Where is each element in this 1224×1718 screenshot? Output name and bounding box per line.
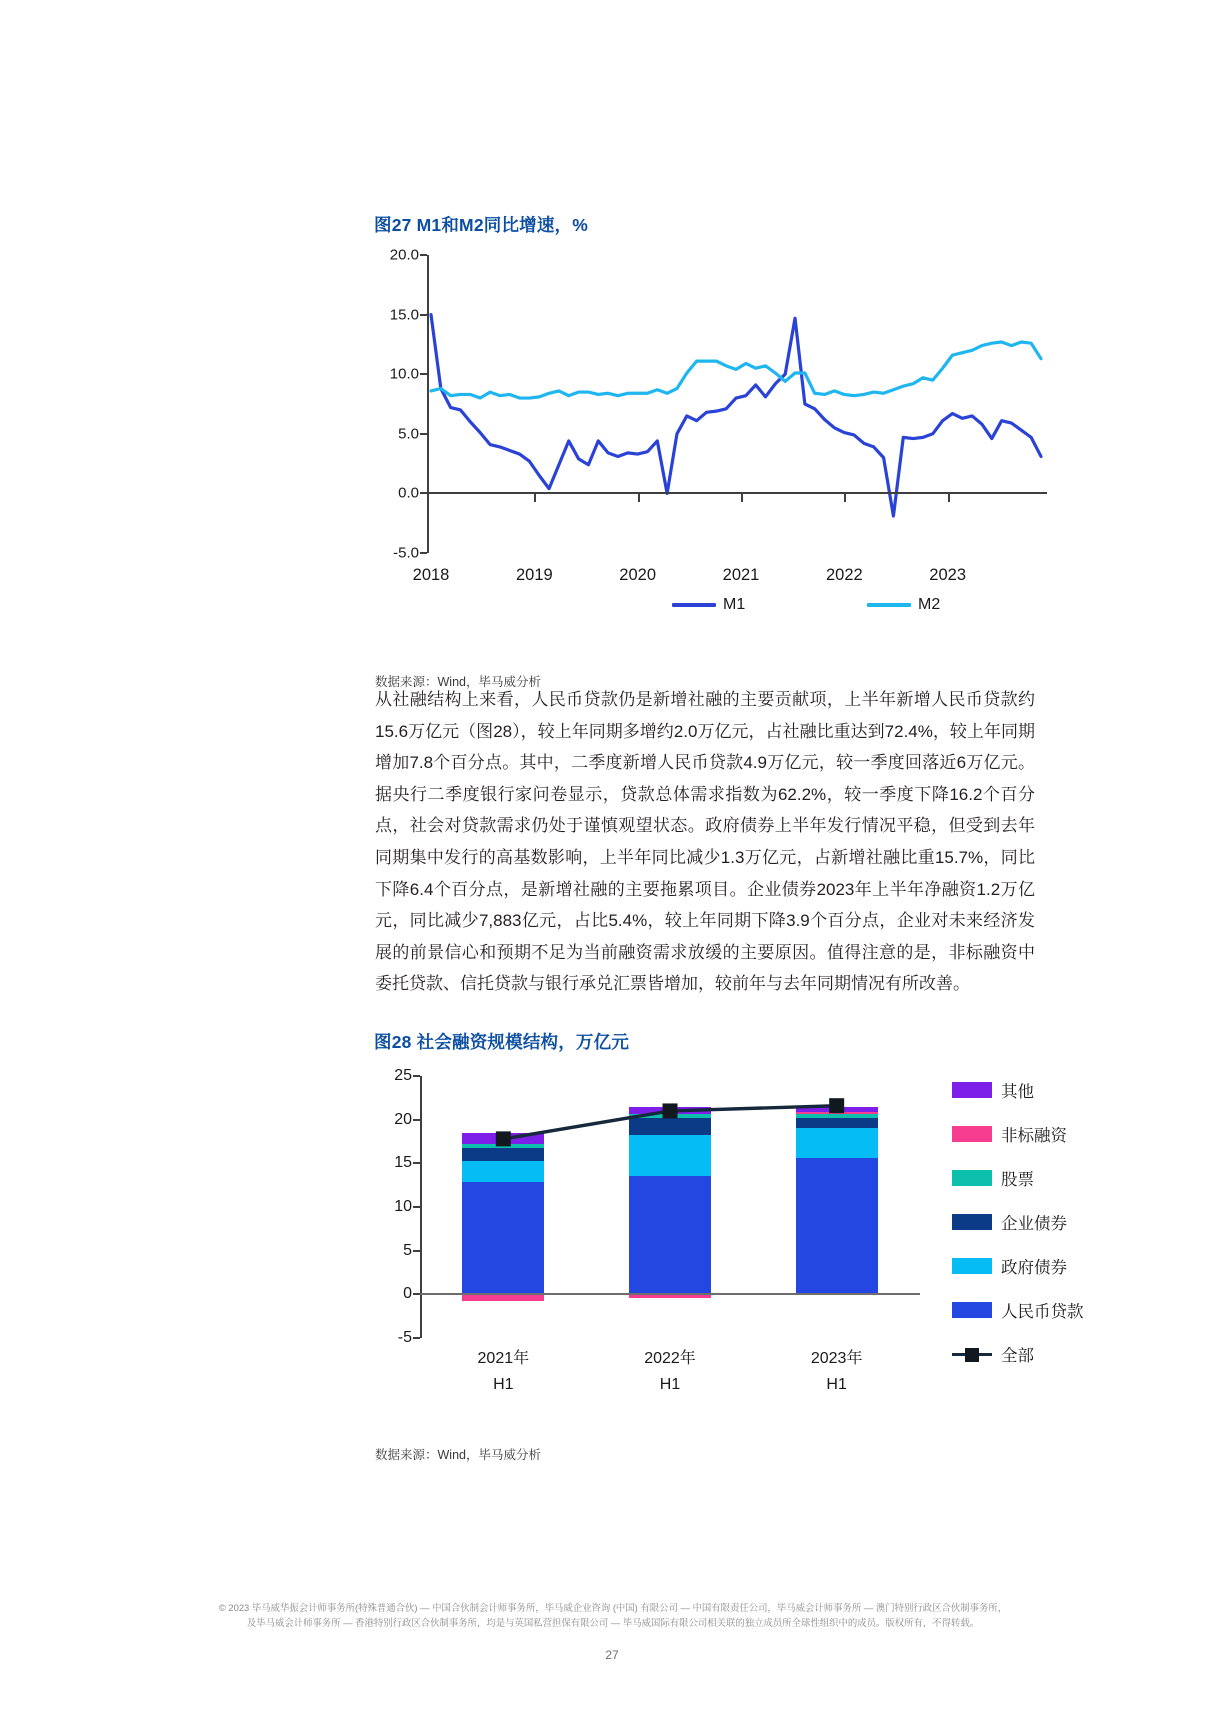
figure27-plot-area [389,246,1047,562]
figure27-y-tick-label: -5.0 [393,544,419,562]
figure27-y-tick-mark [420,254,427,256]
figure28-y-tick-label: -5 [397,1329,412,1346]
figure28-bar-segment-人民币贷款 [796,1158,878,1294]
figure28-legend-label: 股票 [1001,1171,1034,1189]
figure27-series-M1 [431,315,1041,516]
figure27-x-tick-label: 2020 [619,566,657,584]
figure27-y-tick-mark [420,373,427,375]
body-paragraph: 从社融结构上来看，人民币贷款仍是新增社融的主要贡献项，上半年新增人民币贷款约15.6万亿元（图28），较上年同期多增约2.0万亿元，占社融比重达到72.4%，较上年同期增加7.8个百分点。其中，二季度新增人民币贷款4.9万亿元，较一季度回落近6万亿元。据央行二季度银行家问卷显示，贷款总体需求指数为62.2%，较一季度下降16.2个百分点，社会对贷款需求仍处于谨慎观望状态。政府债券上半年发行情况平稳，但受到去年同期集中发行的高基数影响，上半年同比减少1.3万亿元，占新增社融比重15.7%，同比下降6.4个百分点，是新增社融的主要拖累项目。企业债券2023年上半年净融资1.2万亿元，同比减少7,883亿元，占比5.4%，较上年同期下降3.9个百分点，企业对未来经济发展的前景信心和预期不足为当前融资需求放缓的主要原因。值得注意的是，非标融资中委托贷款、信托贷款与银行承兑汇票皆增加，较前年与去年同期情况有所改善。 [375,690,1035,994]
figure28-x-tick-label: 2022年 [644,1350,696,1367]
figure28-title: 图28 社会融资规模结构，万亿元 [374,1032,630,1052]
figure28-y-tick-mark [413,1119,420,1121]
legend-swatch-icon [952,1302,992,1318]
figure27-x-tick-label: 2022 [825,566,863,584]
figure27-legend-label: M2 [918,596,941,613]
legend-swatch-icon [867,603,911,607]
figure27-y-axis [427,255,429,553]
figure28-bar-column [462,1076,544,1338]
figure28-bar-segment-股票 [629,1114,711,1117]
figure28-y-tick-mark [413,1075,420,1077]
figure28-legend-label: 其他 [1001,1083,1034,1101]
figure28-bar-segment-非标融资 [462,1294,544,1301]
figure28-legend-item-全部 [952,1332,1092,1376]
figure28-y-tick-label: 0 [403,1285,412,1303]
page-footer [108,1600,1118,1630]
figure28-bar-segment-股票 [462,1144,544,1147]
figure27-x-tick-label: 2023 [929,566,967,584]
figure28-bar-segment-企业债券 [629,1118,711,1135]
figure27-x-tick-mark [534,493,536,502]
figure27-x-tick-mark [741,493,743,502]
figure28-bar-segment-人民币贷款 [462,1182,544,1295]
figure28-legend-label: 政府债券 [1001,1259,1067,1277]
figure28-legend-item-非标融资 [952,1112,1092,1156]
figure28-bar-column [629,1076,711,1338]
figure28-x-tick-label: H1 [493,1376,514,1393]
figure28-x-tick-label: 2021年 [477,1350,530,1367]
figure28-bar-segment-股票 [796,1114,878,1117]
figure28-y-tick-label: 15 [394,1154,412,1172]
legend-swatch-icon [952,1170,992,1186]
figure28-bar-segment-其他 [629,1107,711,1115]
legend-swatch-icon [672,603,716,607]
figure28-legend-label: 人民币贷款 [1001,1303,1084,1321]
figure27-x-tick-label: 2018 [412,566,450,584]
figure28-x-tick-label: H1 [826,1376,847,1393]
figure27-y-tick-mark [420,314,427,316]
figure28-legend [952,1068,1092,1376]
figure28-bar-segment-企业债券 [796,1118,878,1128]
figure28-zero-line [420,1293,920,1295]
figure27-x-tick-label: 2021 [722,566,760,584]
figure27-y-tick-label: 10.0 [389,365,419,383]
figure28-y-tick-mark [413,1337,420,1339]
figure28-bar-segment-人民币贷款 [629,1176,711,1294]
figure28-legend-label: 企业债券 [1001,1215,1067,1233]
figure27-y-tick-label: 0.0 [398,484,419,502]
legend-swatch-icon [952,1082,992,1098]
figure27-x-tick-mark [948,493,950,502]
figure27-series-svg [427,255,1047,553]
figure28-x-tick-label: H1 [659,1376,681,1393]
figure28-source-note: 数据来源：Wind，毕马威分析 [375,1448,541,1462]
figure28-stacked-bar-chart [374,1028,1084,1448]
figure28-legend-label: 非标融资 [1001,1127,1067,1145]
figure27-series-M2 [431,342,1041,398]
figure27-legend-item-M2 [867,596,940,614]
figure27-legend [427,596,1047,622]
figure28-legend-item-人民币贷款 [952,1288,1092,1332]
figure27-y-tick-label: 15.0 [389,306,419,324]
figure28-bar-segment-非标融资 [629,1294,711,1297]
figure28-bar-column [796,1076,878,1338]
figure28-bar-segment-政府债券 [629,1135,711,1176]
figure27-title: 图27 M1和M2同比增速，% [374,215,589,235]
figure28-bar-segment-其他 [796,1107,878,1112]
figure28-x-category [478,1346,530,1398]
figure28-y-tick-label: 10 [394,1198,412,1215]
footer-line-1: © 2023 毕马威华振会计师事务所(特殊普通合伙) — 中国合伙制会计师事务所，毕马威企业咨询 (中国) 有限公司 — 中国有限责任公司，毕马威会计师事务所 — 澳门特别行政区合伙制事务所， [218,1602,1008,1613]
figure28-x-tick-label: 2023年 [810,1350,863,1367]
figure28-legend-item-股票 [952,1156,1092,1200]
figure27-source-note: 数据来源：Wind，毕马威分析 [375,675,541,689]
figure28-y-tick-mark [413,1206,420,1208]
figure28-legend-item-其他 [952,1068,1092,1112]
figure28-legend-label: 全部 [1001,1347,1034,1365]
figure28-y-tick-label: 20 [394,1110,412,1128]
legend-swatch-icon [952,1126,992,1142]
footer-line-2: 及毕马威会计师事务所 — 香港特别行政区合伙制事务所，均是与英国私营担保有限公司 — 毕马威国际有限公司相关联的独立成员所全球性组织中的成员。版权所有，不得转载。 [246,1617,980,1628]
figure28-bar-segment-政府债券 [462,1161,544,1182]
figure28-y-tick-mark [413,1293,420,1295]
figure28-legend-item-政府债券 [952,1244,1092,1288]
legend-swatch-icon [952,1214,992,1230]
figure28-x-category [811,1346,863,1398]
figure28-y-tick-mark [413,1162,420,1164]
figure27-x-tick-label: 2019 [515,566,553,584]
figure28-y-axis [420,1076,422,1338]
figure27-y-tick-mark [420,433,427,435]
figure28-y-tick-label: 5 [403,1241,412,1259]
figure27-y-tick-label: 20.0 [389,246,419,264]
figure27-legend-item-M1 [672,596,745,614]
figure28-y-tick-label: 25 [394,1067,412,1084]
figure27-axis-end-mark [420,552,427,554]
figure27-line-chart [374,208,1054,668]
figure28-bar-segment-其他 [462,1133,544,1144]
figure28-bar-segment-政府债券 [796,1128,878,1158]
figure27-zero-axis [427,492,1047,494]
legend-line-marker-icon [952,1353,992,1356]
figure27-x-tick-mark [638,493,640,502]
figure27-y-tick-mark [420,492,427,494]
figure27-legend-label: M1 [723,596,746,613]
figure28-y-tick-mark [413,1250,420,1252]
figure27-y-tick-label: 5.0 [398,425,419,443]
figure28-plot-area [394,1067,920,1346]
figure27-x-tick-mark [844,493,846,502]
figure28-x-category [644,1346,696,1398]
page-number: 27 [605,1648,619,1662]
legend-swatch-icon [952,1258,992,1274]
figure28-bar-segment-企业债券 [462,1148,544,1161]
figure28-bar-segment-非标融资 [796,1112,878,1115]
figure28-legend-item-企业债券 [952,1200,1092,1244]
